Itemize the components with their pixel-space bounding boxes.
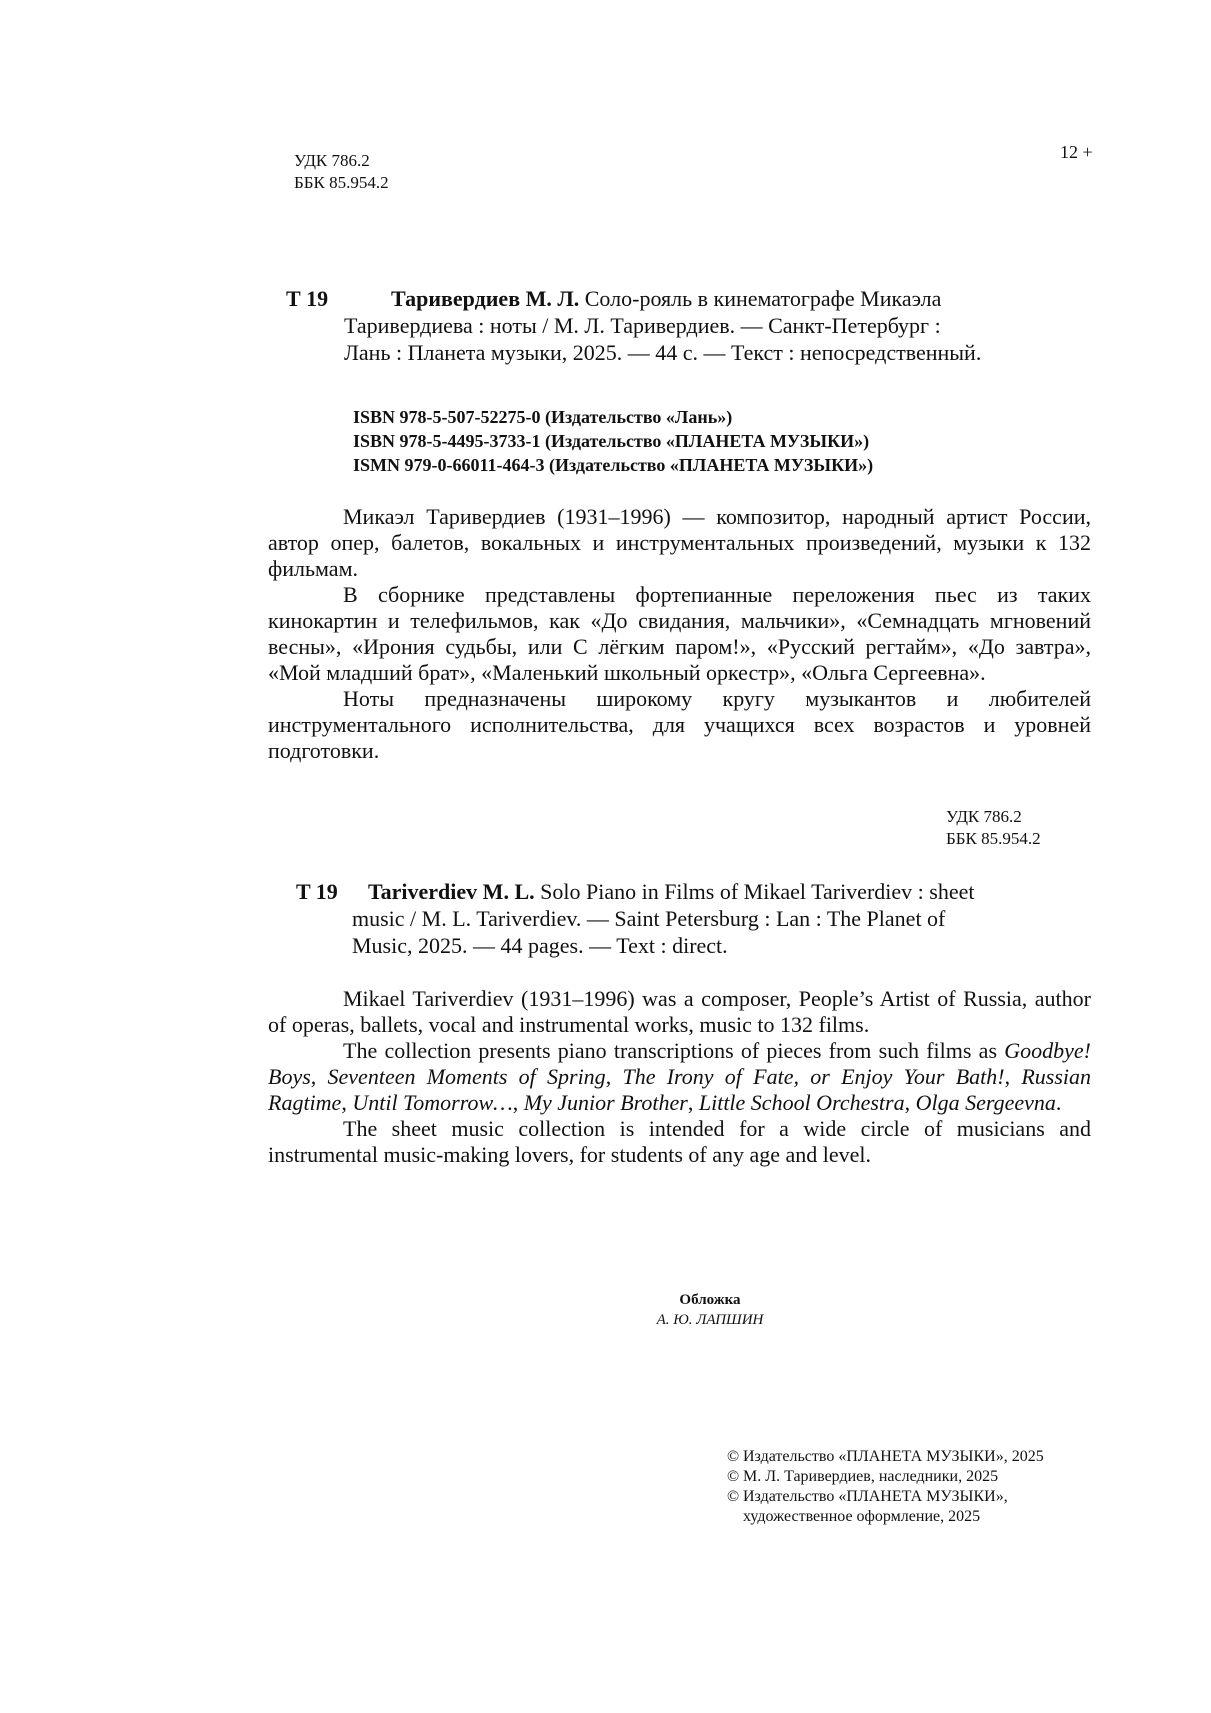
annotation-intro: The collection presents piano transcriptions of pieces from such films as xyxy=(343,1038,998,1063)
annotation-paragraph: The collection presents piano transcriptions of pieces from such films as Goodbye! Boys, Seventeen Moments of Spring, The Irony of Fate, or Enjoy Your Bath!, Russian Ragtime, Until Tomorrow…, My Junior Brother, Little School Orchestra, Olga Sergeevna. xyxy=(268,1038,1092,1115)
record-line: Music, 2025. — 44 pages. — Text : direct. xyxy=(352,933,728,958)
film-title: My Junior Brother xyxy=(523,1090,688,1115)
classification-codes-top xyxy=(294,150,389,194)
copyright-block xyxy=(727,1447,1044,1527)
annotation-en xyxy=(268,986,1091,1168)
annotation-paragraph: В сборнике представлены фортепианные переложения пьес из таких кинокартин и телефильмов, как «До свидания, мальчики», «Семнадцать мгновений весны», «Ирония судьбы, или С лёгким паром!», «Русский регтайм», «До завтра», «Мой младший брат», «Маленький школьный оркестр», «Ольга Сергеевна». xyxy=(268,582,1091,685)
record-line: Лань : Планета музыки, 2025. — 44 с. — Текст : непосредственный. xyxy=(344,340,982,365)
udk-code: УДК 786.2 xyxy=(294,151,370,170)
title-line: Соло-рояль в кинематографе Микаэла xyxy=(584,286,942,311)
author-mark: T 19 xyxy=(296,879,338,904)
copyright-line: художественное оформление, 2025 xyxy=(743,1508,981,1525)
cover-artist: А. Ю. ЛАПШИН xyxy=(656,1312,764,1328)
copyright-line: © М. Л. Таривердиев, наследники, 2025 xyxy=(727,1468,999,1485)
age-rating: 12 + xyxy=(1060,142,1093,162)
isbn-line: ISBN 978-5-4495-3733-1 (Издательство «ПЛАНЕТА МУЗЫКИ») xyxy=(353,431,870,451)
film-title: Until Tomorrow… xyxy=(352,1090,513,1115)
author-name: Таривердиев М. Л. xyxy=(391,286,580,311)
bbk-code: ББК 85.954.2 xyxy=(946,829,1041,848)
film-title: Olga Sergeevna xyxy=(915,1090,1056,1115)
copyright-symbol: © xyxy=(727,1448,740,1465)
annotation-paragraph: Ноты предназначены широкому кругу музыкантов и любителей инструментального исполнительства, для учащихся всех возрастов и уровней подготовки. xyxy=(268,686,1091,763)
udk-code: УДК 786.2 xyxy=(946,807,1022,826)
record-line: Таривердиева : ноты / М. Л. Таривердиев. — Санкт-Петербург : xyxy=(344,313,941,338)
copyright-symbol: © xyxy=(727,1488,740,1505)
author-mark: Т 19 xyxy=(286,286,329,311)
film-title: Goodbye! Boys xyxy=(268,1038,1092,1089)
bibliographic-record-ru xyxy=(286,285,1076,366)
film-title: Russian Ragtime xyxy=(268,1064,1092,1115)
author-name: Tariverdiev M. L. xyxy=(368,879,535,904)
annotation-ru xyxy=(268,504,1091,764)
annotation-paragraph: The sheet music collection is intended for a wide circle of musicians and instrumental music-making lovers, for students of any age and level. xyxy=(268,1116,1091,1167)
isbn-line: ISBN 978-5-507-52275-0 (Издательство «Лань») xyxy=(353,407,733,427)
isbn-block xyxy=(353,405,873,477)
cover-role: Обложка xyxy=(679,1292,741,1308)
classification-codes-mid xyxy=(946,806,1041,850)
bbk-code: ББК 85.954.2 xyxy=(294,173,389,192)
cover-credit xyxy=(560,1290,860,1330)
bibliographic-record-en xyxy=(296,878,1080,959)
annotation-paragraph: Микаэл Таривердиев (1931–1996) — композитор, народный артист России, автор опер, балетов, вокальных и инструментальных произведений, музыки к 132 фильмам. xyxy=(268,504,1091,581)
annotation-paragraph: Mikael Tariverdiev (1931–1996) was a composer, People’s Artist of Russia, author of operas, ballets, vocal and instrumental works, music to 132 films. xyxy=(268,986,1091,1037)
copyright-line: © Издательство «ПЛАНЕТА МУЗЫКИ», xyxy=(727,1488,1008,1505)
film-title: Little School Orchestra xyxy=(698,1090,905,1115)
copyright-line: © Издательство «ПЛАНЕТА МУЗЫКИ», 2025 xyxy=(727,1448,1044,1465)
film-title: Seventeen Moments of Spring xyxy=(327,1064,606,1089)
film-title: The Irony of Fate, or Enjoy Your Bath! xyxy=(622,1064,1005,1089)
copyright-symbol: © xyxy=(727,1468,740,1485)
record-line: music / M. L. Tariverdiev. — Saint Petersburg : Lan : The Planet of xyxy=(352,906,946,931)
title-line: Solo Piano in Films of Mikael Tariverdiev : sheet xyxy=(540,879,975,904)
ismn-line: ISMN 979-0-66011-464-3 (Издательство «ПЛАНЕТА МУЗЫКИ») xyxy=(353,455,874,475)
